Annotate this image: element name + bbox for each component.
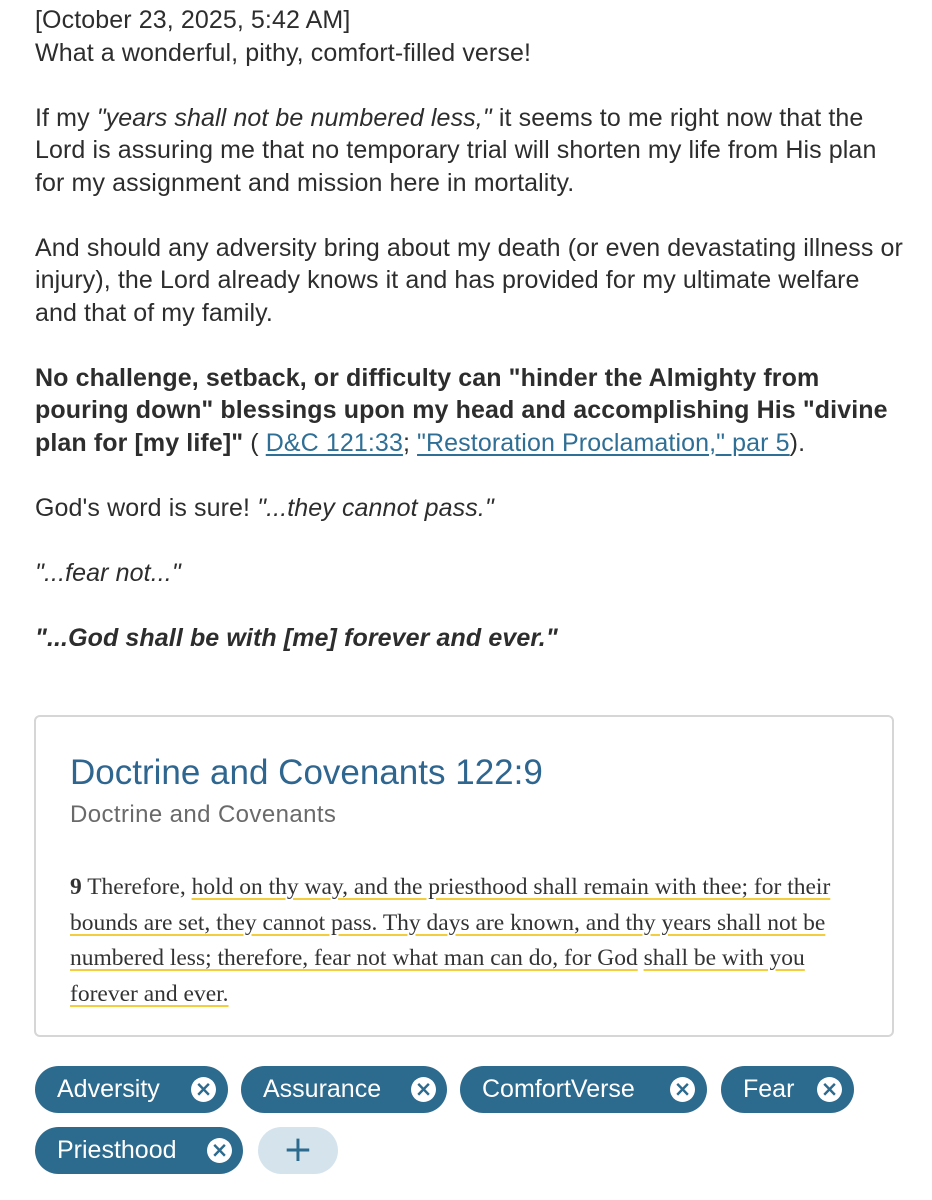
- note-intro: What a wonderful, pithy, comfort-filled verse!: [35, 38, 531, 67]
- note-paragraph-1: [35, 102, 905, 200]
- note-paragraph-3: [35, 362, 905, 460]
- verse-number: 9: [70, 874, 82, 900]
- close-circle-icon[interactable]: ×: [817, 1077, 842, 1102]
- tag-label: ComfortVerse: [482, 1075, 635, 1103]
- tag-label: Fear: [743, 1075, 795, 1103]
- punctuation: ).: [789, 428, 806, 457]
- tag-label: Adversity: [57, 1075, 160, 1103]
- verse-highlight: hold on thy way, and the priesthood shall remain with thee; for their bounds are set, they cannot pass. Thy days are known, and thy years shall not be numbered less; therefore, fear not what man can do, for God: [70, 874, 831, 971]
- quoted-phrase: "years shall not be numbered less,": [96, 103, 492, 132]
- tag-label: Priesthood: [57, 1136, 177, 1164]
- plus-icon: +: [282, 1129, 314, 1170]
- verse-highlight: shall be with you forever and ever.: [70, 945, 805, 1007]
- close-circle-icon[interactable]: ×: [670, 1077, 695, 1102]
- note-paragraph-6: [35, 622, 905, 655]
- close-circle-icon[interactable]: ×: [191, 1077, 216, 1102]
- verse-text: Therefore,: [81, 874, 192, 900]
- punctuation: ;: [402, 428, 418, 457]
- note-timestamp: [October 23, 2025, 5:42 AM]: [35, 6, 351, 34]
- scripture-reference-card[interactable]: [34, 715, 894, 1037]
- scripture-book: Doctrine and Covenants: [70, 801, 337, 828]
- tag-chip[interactable]: [460, 1066, 707, 1113]
- link-dc-121-33[interactable]: D&C 121:33: [265, 428, 403, 457]
- add-tag-button[interactable]: [258, 1127, 338, 1174]
- quoted-phrase: "...fear not...": [35, 558, 181, 587]
- paragraph-text: it seems to me right now that the Lord is assuring me that no temporary trial will shorten my life from His plan for my assignment and mission here in mortality.: [35, 103, 877, 197]
- bold-statement: No challenge, setback, or difficulty can "hinder the Almighty from pouring down" blessings upon my head and accomplishing His "divine plan for [my life]": [35, 363, 888, 457]
- scripture-title[interactable]: Doctrine and Covenants 122:9: [70, 753, 543, 792]
- paragraph-text: God's word is sure!: [35, 493, 258, 522]
- tag-chip[interactable]: [35, 1066, 228, 1113]
- punctuation: (: [243, 428, 266, 457]
- note-paragraph-5: [35, 557, 905, 590]
- close-circle-icon[interactable]: ×: [207, 1138, 232, 1163]
- tag-chip[interactable]: [721, 1066, 854, 1113]
- tag-chip[interactable]: [35, 1127, 243, 1174]
- tag-label: Assurance: [263, 1075, 382, 1103]
- quoted-phrase: "...God shall be with [me] forever and ever.": [35, 623, 558, 652]
- journal-note: [35, 4, 905, 654]
- paragraph-text: If my: [35, 103, 97, 132]
- scripture-verse: [70, 870, 870, 1012]
- note-paragraph-4: [35, 492, 905, 525]
- quoted-phrase: "...they cannot pass.": [257, 493, 494, 522]
- close-circle-icon[interactable]: ×: [411, 1077, 436, 1102]
- link-restoration-proclamation[interactable]: "Restoration Proclamation," par 5: [417, 428, 790, 457]
- tag-chip[interactable]: [241, 1066, 447, 1113]
- note-paragraph-2: And should any adversity bring about my death (or even devastating illness or injury), the Lord already knows it and has provided for my ultimate welfare and that of my family.: [35, 233, 903, 327]
